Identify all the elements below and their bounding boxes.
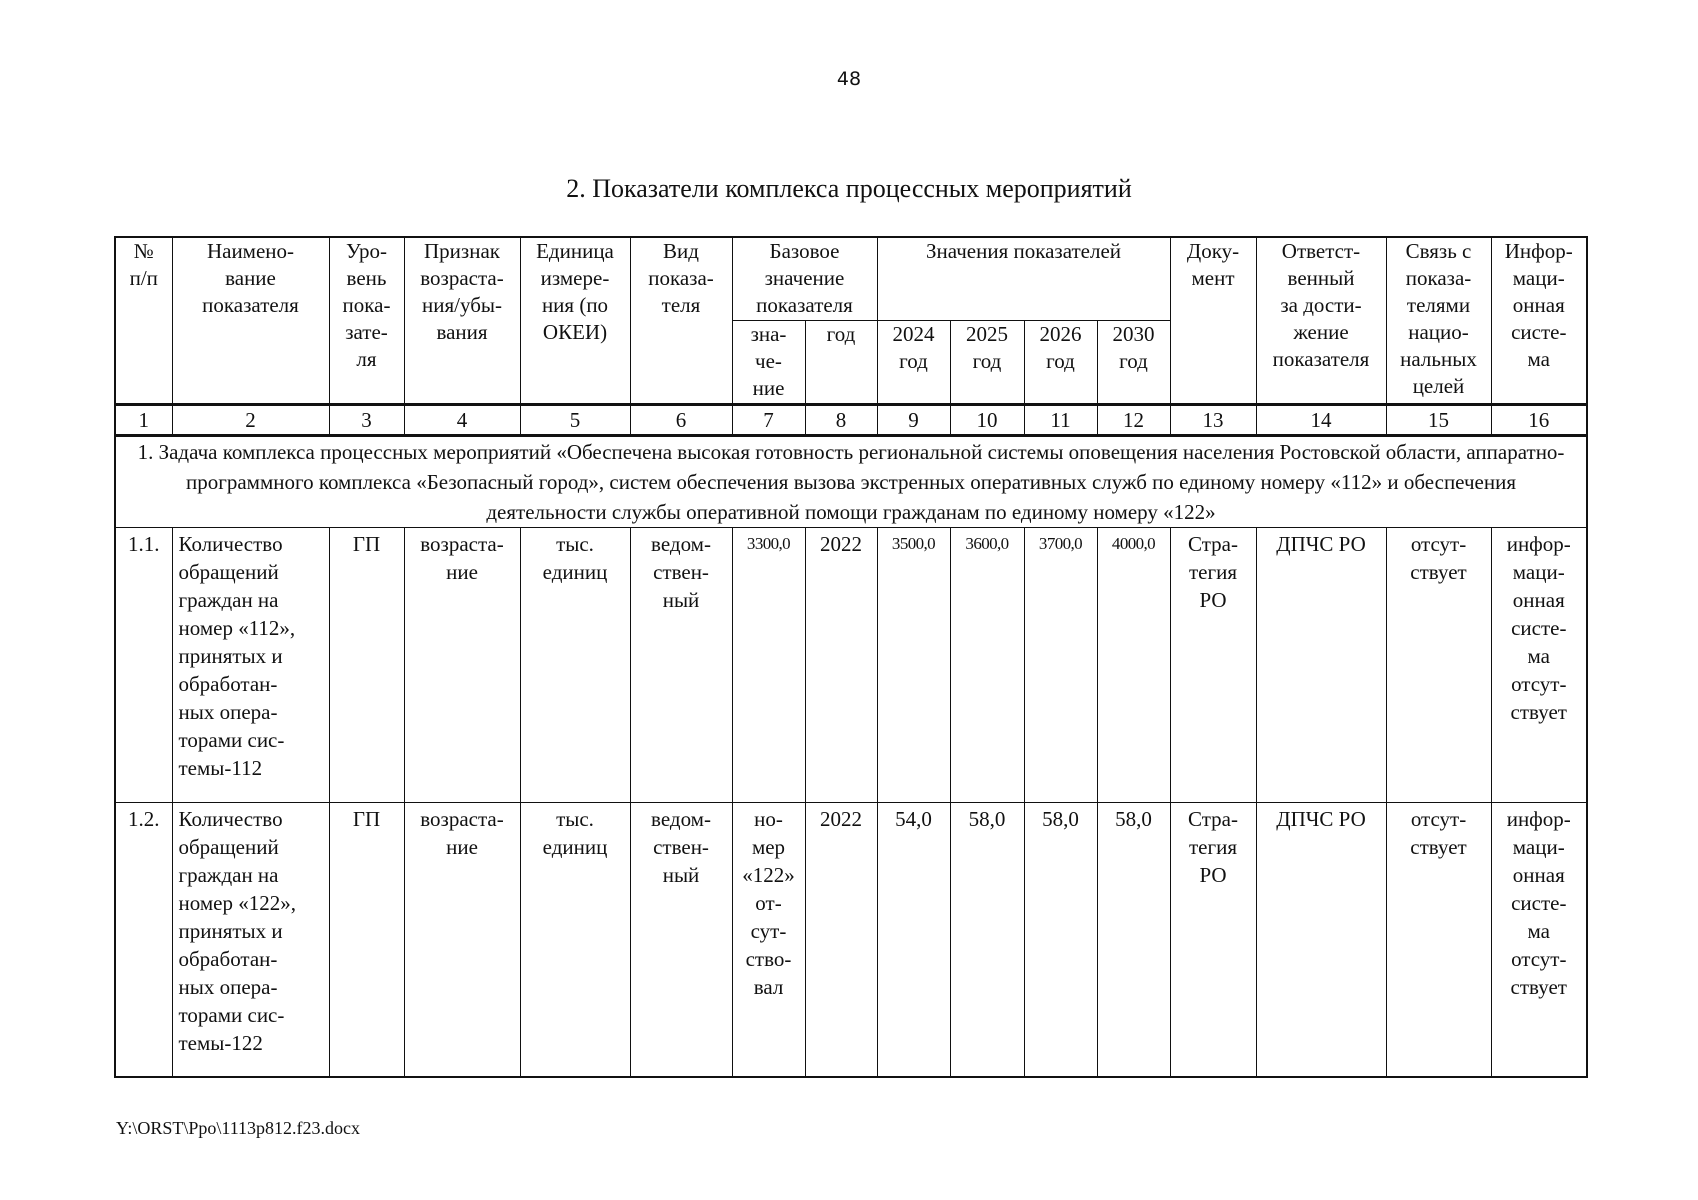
row-national-goals-link: отсут- ствует [1386, 527, 1491, 802]
row-num: 1.1. [115, 527, 172, 802]
column-number: 8 [805, 404, 877, 435]
column-number: 1 [115, 404, 172, 435]
task-heading: 1. Задача комплекса процессных мероприятий «Обеспечена высокая готовность региональной системы оповещения населения Ростовской области, аппаратно-программного комплекса «Безопасный город», систем обеспечения вызова экстренных оперативных служб по единому номеру «112» и обеспечения деятельности службы оперативной помощи гражданам по единому номеру «122» [115, 435, 1587, 527]
row-sign: возраста- ние [404, 802, 520, 1077]
footer-file-path: Y:\ORST\Ppo\1113p812.f23.docx [116, 1118, 361, 1138]
header-link: Связь с показа- телями нацио- нальных целей [1386, 237, 1491, 404]
header-base-year: год [805, 320, 877, 404]
row-national-goals-link: отсут- ствует [1386, 802, 1491, 1077]
row-responsible: ДПЧС РО [1256, 802, 1386, 1077]
header-sign: Признак возраста- ния/убы- вания [404, 237, 520, 404]
column-number: 14 [1256, 404, 1386, 435]
row-type: ведом- ствен- ный [630, 527, 732, 802]
row-indicator-name: Количество обращений граждан на номер «122», принятых и обработан- ных опера- торами сис- темы-122 [172, 802, 329, 1077]
row-value-2025: 58,0 [950, 802, 1024, 1077]
column-number: 4 [404, 404, 520, 435]
row-indicator-name: Количество обращений граждан на номер «112», принятых и обработан- ных опера- торами сис- темы-112 [172, 527, 329, 802]
row-infosystem: инфор- маци- онная систе- ма отсут- ствует [1491, 527, 1587, 802]
row-value-2026: 3700,0 [1024, 527, 1097, 802]
column-number: 10 [950, 404, 1024, 435]
row-unit: тыс. единиц [520, 527, 630, 802]
header-year-2026: 2026 год [1024, 320, 1097, 404]
row-num: 1.2. [115, 802, 172, 1077]
header-year-2025: 2025 год [950, 320, 1024, 404]
header-year-2024: 2024 год [877, 320, 950, 404]
row-level: ГП [329, 527, 404, 802]
row-value-2025: 3600,0 [950, 527, 1024, 802]
row-responsible: ДПЧС РО [1256, 527, 1386, 802]
header-values-group: Значения показателей [877, 237, 1170, 320]
header-type: Вид показа- теля [630, 237, 732, 404]
row-value-2024: 54,0 [877, 802, 950, 1077]
indicators-table [114, 236, 1588, 1078]
column-number: 3 [329, 404, 404, 435]
header-num: № п/п [115, 237, 172, 404]
row-type: ведом- ствен- ный [630, 802, 732, 1077]
column-number: 7 [732, 404, 805, 435]
column-number: 9 [877, 404, 950, 435]
row-base-year: 2022 [805, 802, 877, 1077]
row-level: ГП [329, 802, 404, 1077]
document-title: 2. Показатели комплекса процессных мероприятий [566, 174, 1132, 203]
table-row [115, 527, 1587, 802]
column-number: 2 [172, 404, 329, 435]
column-number: 5 [520, 404, 630, 435]
table-row [115, 802, 1587, 1077]
column-number: 6 [630, 404, 732, 435]
row-value-2026: 58,0 [1024, 802, 1097, 1077]
row-base-year: 2022 [805, 527, 877, 802]
header-document: Доку- мент [1170, 237, 1256, 404]
header-responsible: Ответст- венный за дости- жение показателя [1256, 237, 1386, 404]
row-unit: тыс. единиц [520, 802, 630, 1077]
indicators-table-container [114, 236, 1586, 1078]
header-level: Уро- вень пока- зате- ля [329, 237, 404, 404]
page-number: 48 [836, 68, 862, 90]
row-value-2030: 58,0 [1097, 802, 1170, 1077]
header-infosystem: Инфор- маци- онная систе- ма [1491, 237, 1587, 404]
row-base-value: но- мер «122» от- сут- ство- вал [732, 802, 805, 1077]
header-year-2030: 2030 год [1097, 320, 1170, 404]
row-infosystem: инфор- маци- онная систе- ма отсут- ствует [1491, 802, 1587, 1077]
column-number: 13 [1170, 404, 1256, 435]
header-base-value: зна- че- ние [732, 320, 805, 404]
row-document: Стра- тегия РО [1170, 802, 1256, 1077]
row-document: Стра- тегия РО [1170, 527, 1256, 802]
row-sign: возраста- ние [404, 527, 520, 802]
column-number: 16 [1491, 404, 1587, 435]
row-value-2024: 3500,0 [877, 527, 950, 802]
column-number: 12 [1097, 404, 1170, 435]
column-number: 15 [1386, 404, 1491, 435]
header-base-group: Базовое значение показателя [732, 237, 877, 320]
row-base-value: 3300,0 [732, 527, 805, 802]
column-number: 11 [1024, 404, 1097, 435]
header-unit: Единица измере- ния (по ОКЕИ) [520, 237, 630, 404]
row-value-2030: 4000,0 [1097, 527, 1170, 802]
header-name: Наимено- вание показателя [172, 237, 329, 404]
